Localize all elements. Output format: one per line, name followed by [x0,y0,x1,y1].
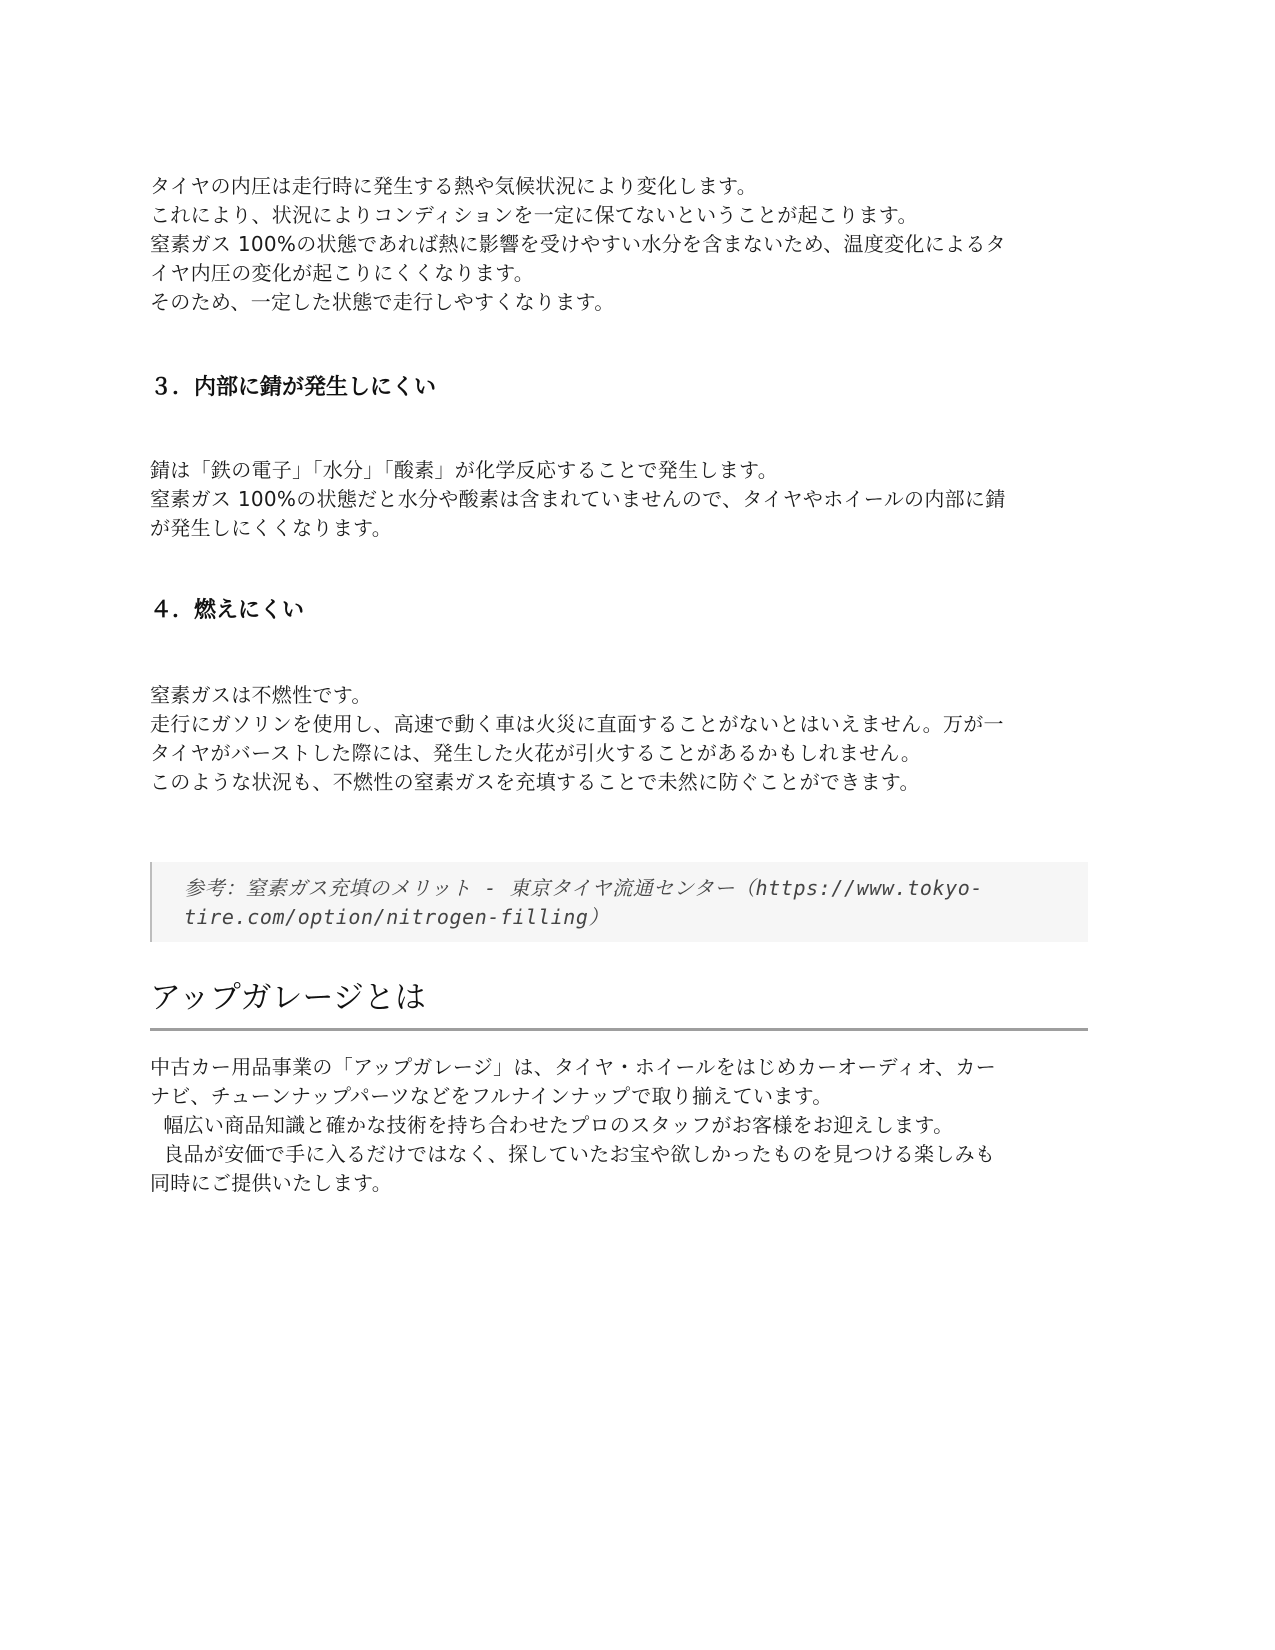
reference-line[interactable]: tire.com/option/nitrogen-filling） [184,905,610,929]
upgarage-line: 良品が安価で手に入るだけではなく、探していたお宝や欲しかったものを見つける楽しみも [150,1142,996,1166]
intro-line: イヤ内圧の変化が起こりにくくなります。 [150,261,535,285]
section4-heading: ４．燃えにくい [150,598,305,623]
intro-line: そのため、一定した状態で走行しやすくなります。 [150,290,615,314]
section4-line: タイヤがバーストした際には、発生した火花が引火することがあるかもしれません。 [150,741,922,765]
section3-line: が発生しにくくなります。 [150,516,392,540]
upgarage-heading: アップガレージとは [150,978,1088,1031]
section3-line: 錆は「鉄の電子」「水分」「酸素」が化学反応することで発生します。 [150,458,778,482]
upgarage-line: 中古カー用品事業の「アップガレージ」は、タイヤ・ホイールをはじめカーオーディオ、カー [150,1055,996,1079]
section3-heading: ３．内部に錆が発生しにくい [150,375,437,400]
upgarage-line: ナビ、チューンナップパーツなどをフルナインナップで取り揃えています。 [150,1084,833,1108]
section3-line: 窒素ガス 100%の状態だと水分や酸素は含まれていませんので、タイヤやホイールの内部に錆 [150,487,1006,511]
section3-paragraph [150,456,1110,543]
reference-line[interactable]: 参考：窒素ガス充填のメリット - 東京タイヤ流通センター（https://www.tokyo- [184,876,984,900]
section4-paragraph [150,681,1110,797]
intro-line: タイヤの内圧は走行時に発生する熱や気候状況により変化します。 [150,174,757,198]
intro-line: 窒素ガス 100%の状態であれば熱に影響を受けやすい水分を含まないため、温度変化によるタ [150,232,1006,256]
upgarage-line: 幅広い商品知識と確かな技術を持ち合わせたプロのスタッフがお客様をお迎えします。 [150,1113,954,1137]
reference-blockquote [150,862,1088,942]
section4-line: 走行にガソリンを使用し、高速で動く車は火災に直面することがないとはいえません。万が一 [150,712,1004,736]
section4-line: このような状況も、不燃性の窒素ガスを充填することで未然に防ぐことができます。 [150,770,920,794]
intro-line: これにより、状況によりコンディションを一定に保てないということが起こります。 [150,203,918,227]
upgarage-paragraph [150,1053,1110,1198]
intro-paragraph [150,172,1110,317]
section4-line: 窒素ガスは不燃性です。 [150,683,372,707]
upgarage-line: 同時にご提供いたします。 [150,1171,392,1195]
